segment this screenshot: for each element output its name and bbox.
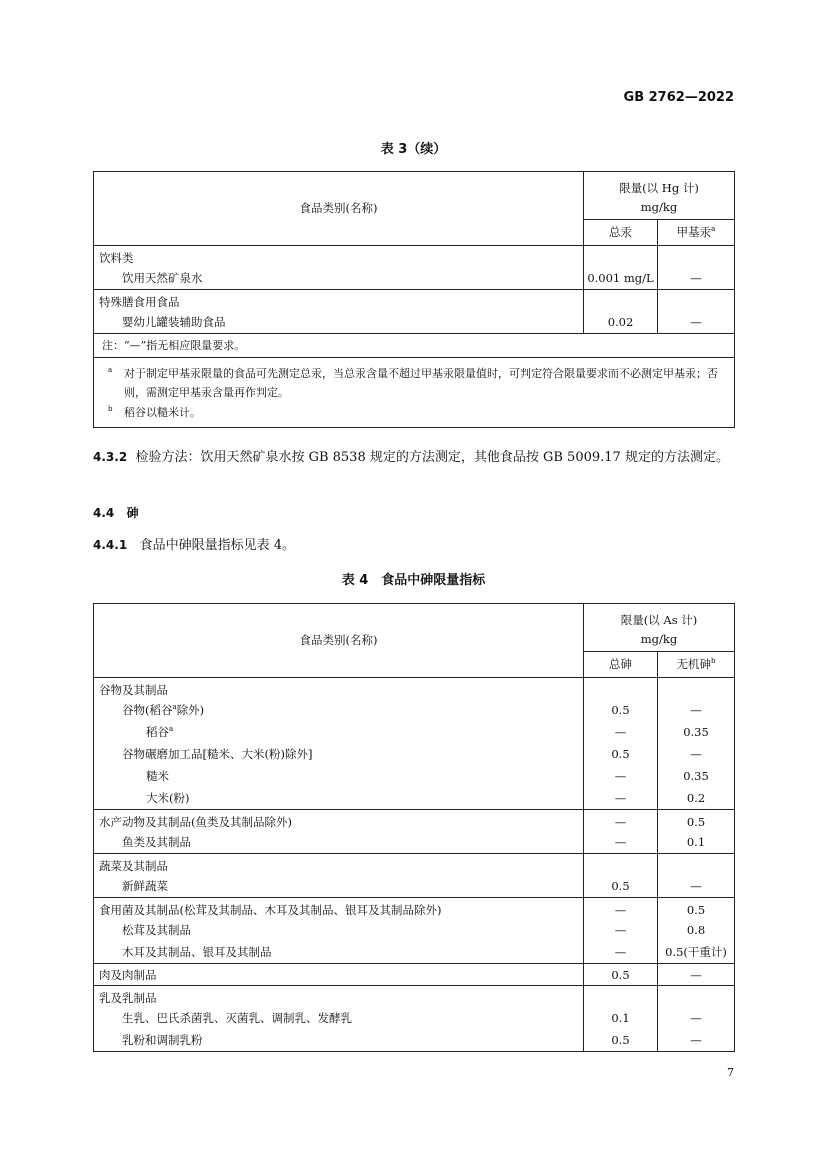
table-row <box>94 678 735 700</box>
value-col-2: — <box>658 268 735 290</box>
value-col-1: — <box>584 810 658 832</box>
table-row <box>94 788 735 810</box>
table-row <box>94 920 735 942</box>
row-label: 饮料类 <box>94 246 584 268</box>
table3-header-methyl: 甲基汞$^a$ <box>658 220 735 246</box>
section-4-4-heading: 4.4 砷 <box>93 506 139 520</box>
value-col-2: — <box>658 700 735 722</box>
value-col-1 <box>584 290 658 312</box>
value-col-2: — <box>658 876 735 898</box>
row-label: 大米(粉) <box>94 788 584 810</box>
table4-header-total: 总砷 <box>584 652 658 678</box>
value-col-2 <box>658 854 735 876</box>
row-label: 糙米 <box>94 766 584 788</box>
value-col-1: 0.5 <box>584 876 658 898</box>
value-col-2: — <box>658 744 735 766</box>
value-col-1 <box>584 246 658 268</box>
table-row <box>94 964 735 986</box>
row-label: 鱼类及其制品 <box>94 832 584 854</box>
value-col-1: 0.5 <box>584 964 658 986</box>
value-col-1: 0.5 <box>584 700 658 722</box>
value-col-2: 0.5 <box>658 898 735 920</box>
table-row <box>94 268 735 290</box>
table-row <box>94 700 735 722</box>
footnote-mark: a <box>172 703 177 712</box>
value-col-1: — <box>584 832 658 854</box>
row-label: 生乳、巴氏杀菌乳、灭菌乳、调制乳、发酵乳 <box>94 1008 584 1030</box>
value-col-1: 0.1 <box>584 1008 658 1030</box>
paragraph-4-3-2: 4.3.2 检验方法：饮用天然矿泉水按 GB 8538 规定的方法测定，其他食品按 GB 5009.17 规定的方法测定。 <box>93 450 729 465</box>
row-label: 谷物碾磨加工品[糙米、大米(粉)除外] <box>94 744 584 766</box>
row-label: 饮用天然矿泉水 <box>94 268 584 290</box>
row-label: 水产动物及其制品(鱼类及其制品除外) <box>94 810 584 832</box>
table-row <box>94 832 735 854</box>
row-label: 蔬菜及其制品 <box>94 854 584 876</box>
row-label: 乳及乳制品 <box>94 986 584 1008</box>
table4-header-limit: 限量(以 As 计) mg/kg <box>584 604 735 652</box>
row-label: 木耳及其制品、银耳及其制品 <box>94 942 584 964</box>
row-label: 乳粉和调制乳粉 <box>94 1030 584 1052</box>
table3-header-limit: 限量(以 Hg 计) mg/kg <box>584 172 735 220</box>
row-label: 谷物及其制品 <box>94 678 584 700</box>
table3-header-total: 总汞 <box>584 220 658 246</box>
row-label: 食用菌及其制品(松茸及其制品、木耳及其制品、银耳及其制品除外) <box>94 898 584 920</box>
value-col-2 <box>658 290 735 312</box>
row-label: 特殊膳食用食品 <box>94 290 584 312</box>
value-col-2: — <box>658 1008 735 1030</box>
value-col-2: 0.35 <box>658 722 735 744</box>
value-col-2: 0.8 <box>658 920 735 942</box>
table4-caption: 表 4 食品中砷限量指标 <box>341 573 486 588</box>
table-row <box>94 1030 735 1052</box>
value-col-2 <box>658 678 735 700</box>
row-label: 松茸及其制品 <box>94 920 584 942</box>
table-row <box>94 810 735 832</box>
table3-caption: 表 3（续） <box>380 142 447 157</box>
value-col-1: 0.02 <box>584 312 658 334</box>
row-label: 新鲜蔬菜 <box>94 876 584 898</box>
table-row <box>94 722 735 744</box>
footnote-b: b 稻谷以糙米计。 <box>108 405 201 419</box>
value-col-2: 0.1 <box>658 832 735 854</box>
value-col-1 <box>584 678 658 700</box>
value-col-2: — <box>658 964 735 986</box>
table4 <box>93 603 735 1052</box>
table-row <box>94 290 735 312</box>
value-col-2: 0.35 <box>658 766 735 788</box>
value-col-2: 0.5(干重计) <box>658 942 735 964</box>
value-col-1: — <box>584 920 658 942</box>
table4-header-inorganic: 无机砷$^b$ <box>658 652 735 678</box>
value-col-1 <box>584 986 658 1008</box>
value-col-2 <box>658 246 735 268</box>
page-number: 7 <box>727 1066 734 1079</box>
footnote-mark: a <box>169 725 174 734</box>
value-col-1: — <box>584 722 658 744</box>
table3-footnotes <box>94 358 735 428</box>
table-row <box>94 744 735 766</box>
table-row <box>94 986 735 1008</box>
value-col-1: 0.001 mg/L <box>584 268 658 290</box>
table-row <box>94 766 735 788</box>
table-row <box>94 876 735 898</box>
value-col-1 <box>584 854 658 876</box>
value-col-2: 0.5 <box>658 810 735 832</box>
table3-header-name: 食品类别(名称) <box>94 172 584 246</box>
standard-number: GB 2762—2022 <box>623 90 734 105</box>
value-col-2: 0.2 <box>658 788 735 810</box>
value-col-2: — <box>658 312 735 334</box>
table-row <box>94 1008 735 1030</box>
value-col-1: — <box>584 766 658 788</box>
table3-note: 注：“—”指无相应限量要求。 <box>94 334 735 358</box>
value-col-1: 0.5 <box>584 1030 658 1052</box>
row-label: 肉及肉制品 <box>94 964 584 986</box>
value-col-2 <box>658 986 735 1008</box>
value-col-1: — <box>584 942 658 964</box>
table-row <box>94 898 735 920</box>
footnote-a: a 对于制定甲基汞限量的食品可先测定总汞，当总汞含量不超过甲基汞限量值时，可判定符合限量要求而不必测定甲基汞；否则，需测定甲基汞含量再作判定。 <box>108 366 718 399</box>
value-col-2: — <box>658 1030 735 1052</box>
value-col-1: — <box>584 788 658 810</box>
row-label: 谷物(稻谷$^a$除外) <box>94 700 584 722</box>
table-row <box>94 942 735 964</box>
value-col-1: — <box>584 898 658 920</box>
row-label: 稻谷$^a$ <box>94 722 584 744</box>
table3 <box>93 171 735 428</box>
table-row <box>94 854 735 876</box>
table4-header-name: 食品类别(名称) <box>94 604 584 678</box>
value-col-1: 0.5 <box>584 744 658 766</box>
table-row <box>94 246 735 268</box>
paragraph-4-4-1: 4.4.1 食品中砷限量指标见表 4。 <box>93 538 295 553</box>
table-row <box>94 312 735 334</box>
row-label: 婴幼儿罐装辅助食品 <box>94 312 584 334</box>
